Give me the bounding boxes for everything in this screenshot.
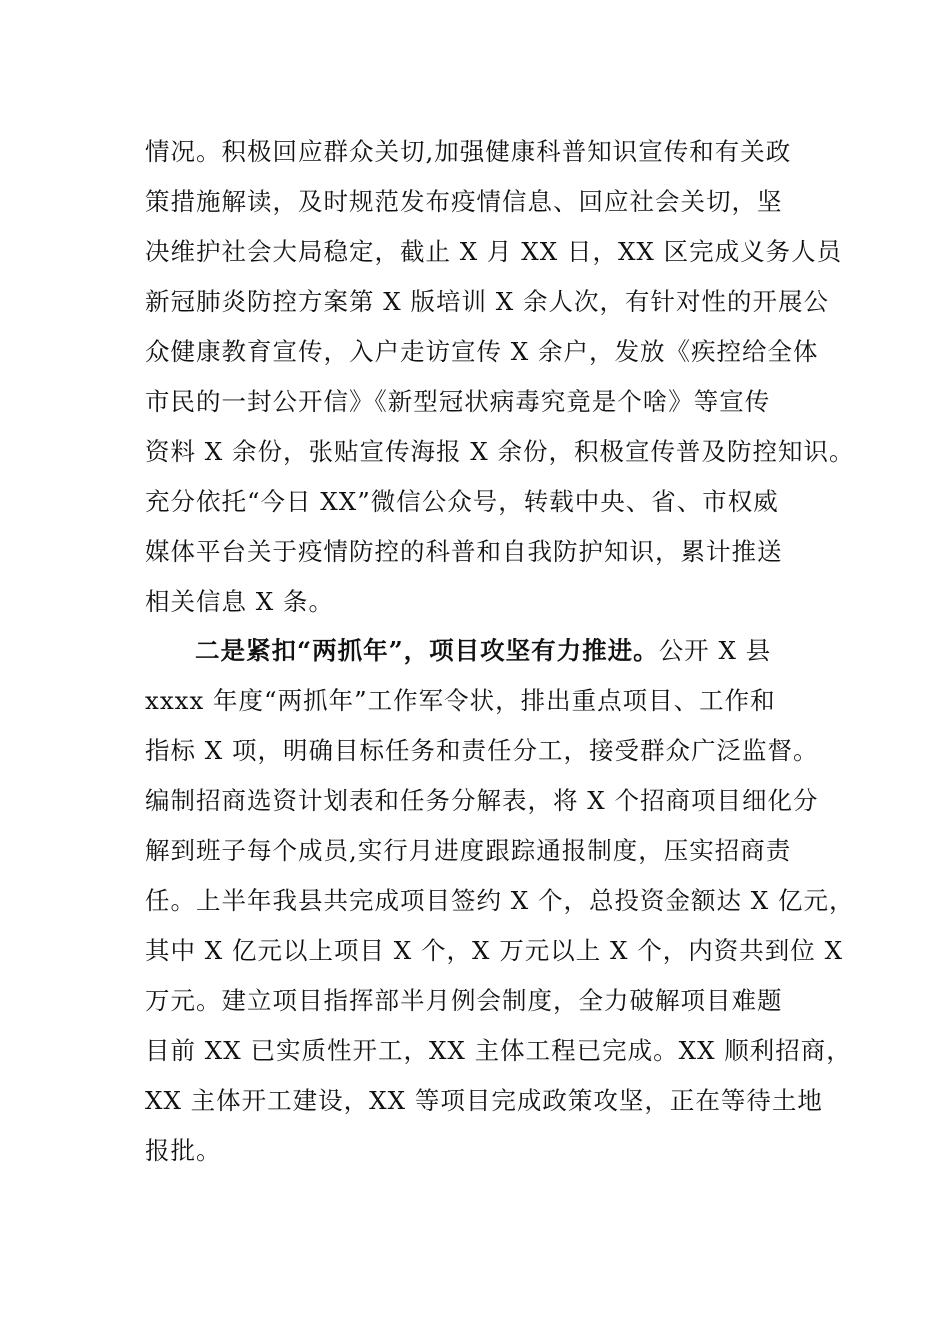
text-line: 报批。 <box>145 1136 222 1165</box>
text-line: 市民的一封公开信》《新型冠状病毒究竟是个啥》等宣传 <box>145 387 771 416</box>
text-line: 决维护社会大局稳定，截止 X 月 XX 日，XX 区完成义务人员 <box>145 237 843 266</box>
text-line: 解到班子每个成员,实行月进度跟踪通报制度，压实招商责 <box>145 836 792 865</box>
text-line: xxxx 年度“两抓年”工作军令状，排出重点项目、工作和 <box>145 686 776 715</box>
text-line: 其中 X 亿元以上项目 X 个，X 万元以上 X 个，内资共到位 X <box>145 936 844 965</box>
text-line: 相关信息 X 条。 <box>145 587 335 616</box>
text-line: XX 主体开工建设，XX 等项目完成政策攻坚，正在等待土地 <box>145 1086 823 1115</box>
text-line: 新冠肺炎防控方案第 X 版培训 X 余人次，有针对性的开展公 <box>145 287 830 316</box>
paragraph-heading-continuation: 公开 X 县 <box>658 636 772 665</box>
text-line: 充分依托“今日 XX”微信公众号，转载中央、省、市权威 <box>145 487 779 516</box>
text-line: 众健康教育宣传，入户走访宣传 X 余户，发放《疾控给全体 <box>145 337 819 366</box>
text-line: 任。上半年我县共完成项目签约 X 个，总投资金额达 X 亿元， <box>145 886 855 915</box>
text-line: 资料 X 余份，张贴宣传海报 X 余份，积极宣传普及防控知识。 <box>145 437 855 466</box>
text-line: 指标 X 项，明确目标任务和责任分工，接受群众广泛监督。 <box>145 736 819 765</box>
text-line: 编制招商选资计划表和任务分解表，将 X 个招商项目细化分 <box>145 786 819 815</box>
text-line: 媒体平台关于疫情防控的科普和自我防护知识，累计推送 <box>145 537 783 566</box>
text-line: 情况。积极回应群众关切,加强健康科普知识宣传和有关政 <box>145 137 792 166</box>
text-line: 策措施解读，及时规范发布疫情信息、回应社会关切，坚 <box>145 187 783 216</box>
text-line: 万元。建立项目指挥部半月例会制度，全力破解项目难题 <box>145 986 783 1015</box>
paragraph-first-line <box>195 631 771 671</box>
paragraph-heading: 二是紧扣“两抓年”，项目攻坚有力推进。 <box>195 636 659 665</box>
text-line: 目前 XX 已实质性开工，XX 主体工程已完成。XX 顺利招商， <box>145 1036 852 1065</box>
